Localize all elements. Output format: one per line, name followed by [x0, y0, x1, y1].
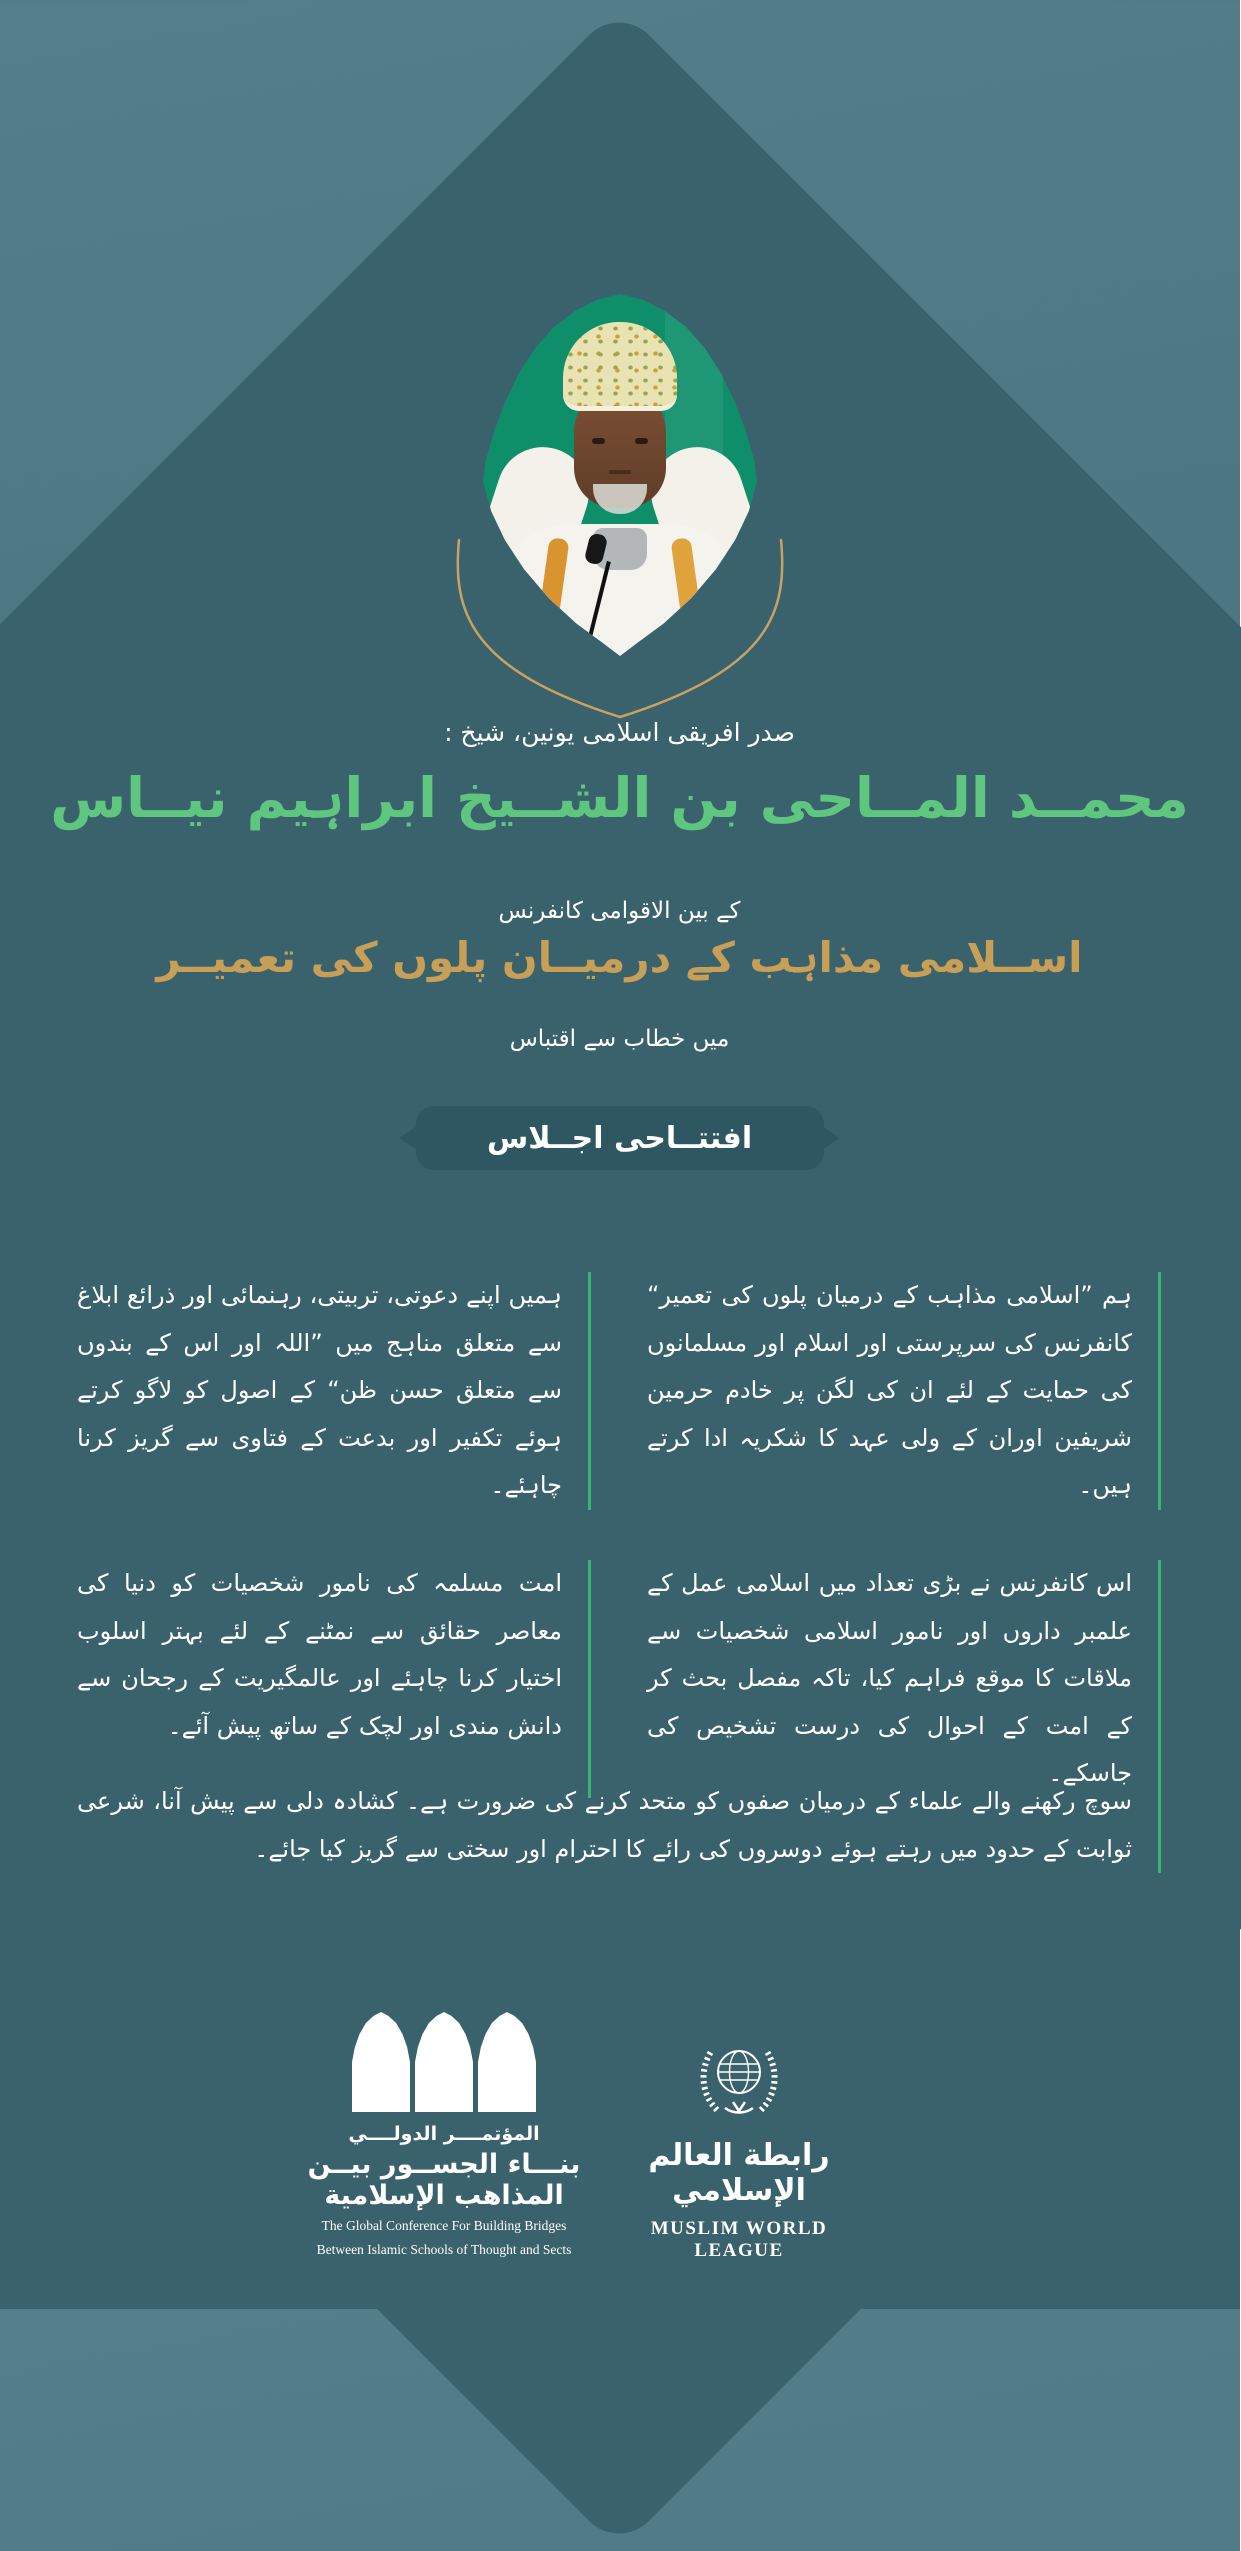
conference-title: اســلامی مذاہب کے درمیــان پلوں کی تعمیــر — [157, 933, 1084, 982]
quote-row-3 — [78, 1778, 1162, 1873]
portrait-mouth — [610, 470, 632, 474]
arch-icon — [353, 2012, 411, 2112]
quote-row-2 — [78, 1560, 1162, 1798]
quote-block-3: اس کانفرنس نے بڑی تعداد میں اسلامی عمل کے علمبر داروں اور نامور اسلامی شخصیات سے ملاقات کا موقع فراہم کیا، تاکہ مفصل بحث کر کے امت کے احوال کی درست تشخیص کی جاسکے۔ — [648, 1560, 1162, 1798]
badge-label: افتتــاحی اجــلاس — [487, 1120, 754, 1156]
gold-shield-outline — [440, 518, 802, 733]
quote-row-1 — [78, 1272, 1162, 1510]
mwl-globe-wreath-icon — [690, 2032, 790, 2132]
conference-logo-arabic-line2: بنـــاء الجســور بيــن — [308, 2149, 582, 2180]
quote-block-2: ہمیں اپنے دعوتی، تربیتی، رہنمائی اور ذرائع ابلاغ سے متعلق مناہج میں ”اللہ اور اس کے بندوں سے متعلق حسن ظن“ کے اصول کو لاگو کرتے ہوئے تکفیر اور بدعت کے فتاوی سے گریز کرنا چاہئے۔ — [78, 1272, 592, 1510]
quote-block-4: امت مسلمہ کی نامور شخصیات کو دنیا کی معاصر حقائق سے نمٹنے کے لئے بہتر اسلوب اختیار کرنا چاہئے اور عالمگیریت کے رجحان سے دانش مندی اور لچک کے ساتھ پیش آئے۔ — [78, 1560, 592, 1798]
conference-logo-arabic-line3: المذاهب الإسلامية — [325, 2180, 565, 2212]
conference-logo-english-line2: Between Islamic Schools of Thought and Sects — [317, 2241, 573, 2257]
quote-block-1: ہم ”اسلامی مذاہب کے درمیان پلوں کی تعمیر“ کانفرنس کی سرپرستی اور اسلام اور مسلمانوں کی حمایت کے لئے ان کی لگن پر خادم حرمین شریفین اوران کے ولی عہد کا شکریہ ادا کرتے ہیں۔ — [648, 1272, 1162, 1510]
mwl-logo — [605, 2032, 875, 2262]
quote-block-5: سوچ رکھنے والے علماء کے درمیان صفوں کو متحد کرنے کی ضرورت ہے۔ کشادہ دلی سے پیش آنا، شرعی ثوابت کے حدود میں رہتے ہوئے دوسروں کی رائے کا احترام اور سختی سے گریز کیا جائے۔ — [78, 1778, 1162, 1873]
portrait-eye-left — [593, 438, 606, 444]
conference-logo-arabic-line1: المؤتمــــر الدولــــي — [349, 2123, 541, 2145]
session-badge — [401, 1106, 841, 1170]
conference-logo — [285, 2012, 605, 2259]
arch-icon — [479, 2012, 537, 2112]
speaker-pretitle: صدر افریقی اسلامی یونین، شیخ : — [445, 718, 796, 747]
portrait-eye-right — [636, 438, 649, 444]
conference-suffix-line: میں خطاب سے اقتباس — [510, 1026, 731, 1052]
conference-logo-english-line1: The Global Conference For Building Bridges — [322, 2218, 568, 2234]
portrait-beard — [594, 484, 648, 514]
mwl-arabic-name: رابطة العالم الإسلامي — [649, 2138, 831, 2208]
mwl-english-name: MUSLIM WORLD LEAGUE — [651, 2218, 829, 2261]
three-arches-icon — [285, 2012, 605, 2112]
speaker-name: محمــد المــاحی بن الشــیخ ابراہیم نیــاس — [51, 766, 1190, 830]
conference-intro-line: کے بین الاقوامی کانفرنس — [499, 898, 742, 924]
arch-icon — [416, 2012, 474, 2112]
portrait-patterned-cap — [564, 322, 678, 411]
